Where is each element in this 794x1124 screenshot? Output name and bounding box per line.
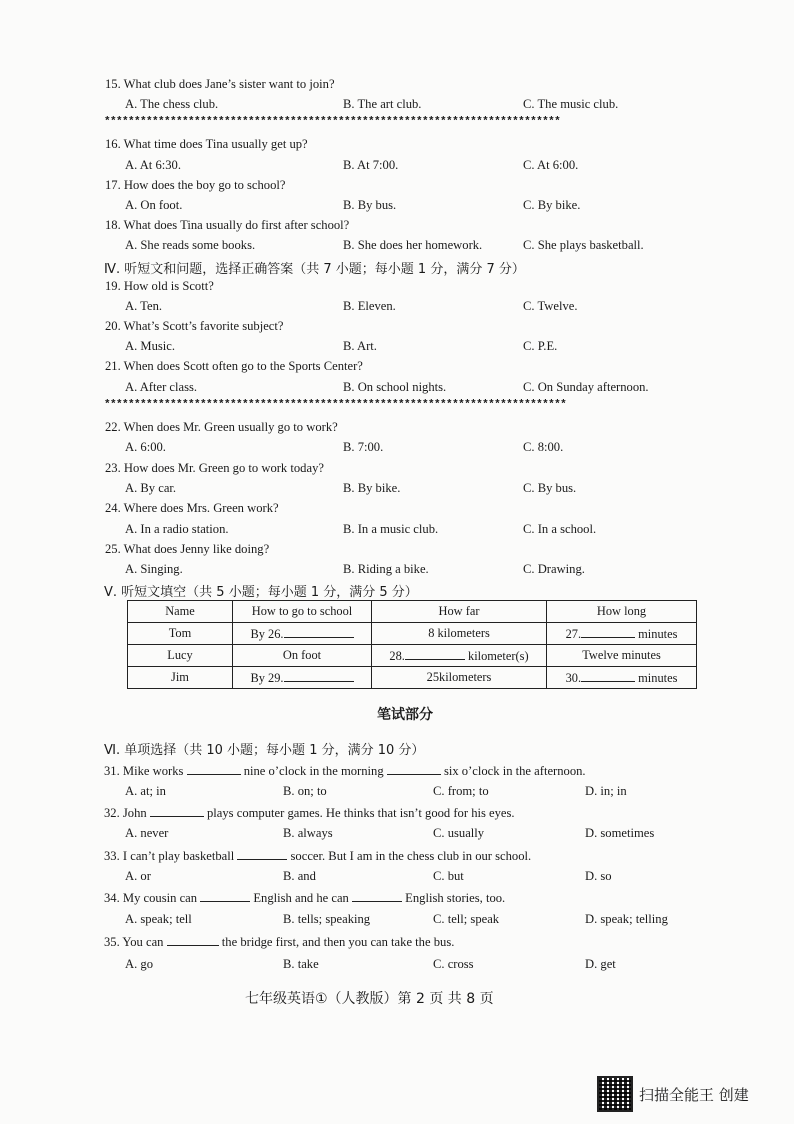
q15-option-a: A. The chess club. xyxy=(125,97,219,111)
q33-option-c: C. but xyxy=(433,869,464,883)
q33-option-a: A. or xyxy=(125,869,151,883)
cell-how-far: 25kilometers xyxy=(372,667,547,689)
q31-option-b: B. on; to xyxy=(283,784,327,798)
cell-name: Jim xyxy=(128,667,233,689)
q20-option-a: A. Music. xyxy=(125,339,176,353)
q15-option-c: C. The music club. xyxy=(523,97,619,111)
cell-how-far xyxy=(372,645,547,667)
answer-blank[interactable] xyxy=(405,648,465,660)
q19-option-b: B. Eleven. xyxy=(343,299,396,313)
question-24: 24. Where does Mrs. Green work? xyxy=(105,501,279,515)
qr-code-icon xyxy=(597,1076,633,1112)
q35-option-c: C. cross xyxy=(433,957,474,971)
question-20: 20. What’s Scott’s favorite subject? xyxy=(105,319,284,333)
q19-option-a: A. Ten. xyxy=(125,299,163,313)
section-5-title: Ⅴ. 听短文填空（共 5 小题；每小题 1 分，满分 5 分） xyxy=(104,585,418,600)
table-header-row xyxy=(128,601,697,623)
q18-option-a: A. She reads some books. xyxy=(125,238,256,252)
q17-option-c: C. By bike. xyxy=(523,198,581,212)
answer-blank[interactable] xyxy=(167,934,219,946)
cell-suffix: minutes xyxy=(638,626,678,641)
question-32 xyxy=(104,805,515,821)
q31-option-a: A. at; in xyxy=(125,784,166,798)
q22-option-b: B. 7:00. xyxy=(343,440,384,454)
q32-option-b: B. always xyxy=(283,826,333,840)
q20-option-b: B. Art. xyxy=(343,339,377,353)
stem-part: 31. Mike works xyxy=(104,764,184,778)
cell-suffix: minutes xyxy=(638,670,678,685)
scanner-watermark xyxy=(597,1076,749,1112)
watermark-text: 扫描全能王 创建 xyxy=(639,1085,749,1104)
header-name: Name xyxy=(128,601,233,623)
table-row xyxy=(128,623,697,645)
cell-how-to-go xyxy=(233,623,372,645)
question-23: 23. How does Mr. Green go to work today? xyxy=(105,461,324,475)
table-row xyxy=(128,645,697,667)
q31-option-c: C. from; to xyxy=(433,784,489,798)
answer-blank[interactable] xyxy=(581,670,635,682)
question-22: 22. When does Mr. Green usually go to work? xyxy=(105,420,338,434)
q22-option-c: C. 8:00. xyxy=(523,440,564,454)
header-how-long: How long xyxy=(547,601,697,623)
answer-blank[interactable] xyxy=(284,670,354,682)
q19-option-c: C. Twelve. xyxy=(523,299,578,313)
section-4-title: Ⅳ. 听短文和问题，选择正确答案（共 7 小题；每小题 1 分，满分 7 分） xyxy=(104,262,525,277)
question-18: 18. What does Tina usually do first after school? xyxy=(105,218,350,232)
q34-option-c: C. tell; speak xyxy=(433,912,500,926)
cell-how-long xyxy=(547,667,697,689)
question-17: 17. How does the boy go to school? xyxy=(105,178,286,192)
cell-name: Tom xyxy=(128,623,233,645)
question-35 xyxy=(104,934,454,950)
cell-name: Lucy xyxy=(128,645,233,667)
stem-part: 34. My cousin can xyxy=(104,891,198,905)
cell-how-long: Twelve minutes xyxy=(547,645,697,667)
q34-option-d: D. speak; telling xyxy=(585,912,668,926)
answer-blank[interactable] xyxy=(284,626,354,638)
q24-option-a: A. In a radio station. xyxy=(125,522,229,536)
q34-option-a: A. speak; tell xyxy=(125,912,192,926)
fill-in-table xyxy=(127,600,697,689)
q18-option-b: B. She does her homework. xyxy=(343,238,483,252)
q35-option-a: A. go xyxy=(125,957,153,971)
question-16: 16. What time does Tina usually get up? xyxy=(105,137,308,151)
q25-option-c: C. Drawing. xyxy=(523,562,585,576)
cell-prefix: By 29. xyxy=(250,670,284,685)
answer-blank[interactable] xyxy=(387,763,441,775)
separator-line: ***************************************************************************** xyxy=(104,399,567,411)
q24-option-c: C. In a school. xyxy=(523,522,597,536)
q25-option-b: B. Riding a bike. xyxy=(343,562,429,576)
answer-blank[interactable] xyxy=(581,626,635,638)
question-31 xyxy=(104,763,586,779)
question-33 xyxy=(104,848,531,864)
q17-option-b: B. By bus. xyxy=(343,198,397,212)
q23-option-c: C. By bus. xyxy=(523,481,577,495)
q20-option-c: C. P.E. xyxy=(523,339,558,353)
q32-option-a: A. never xyxy=(125,826,169,840)
q35-option-d: D. get xyxy=(585,957,616,971)
stem-part: 32. John xyxy=(104,806,147,820)
cell-prefix: 30. xyxy=(565,670,582,685)
stem-part: 35. You can xyxy=(104,935,164,949)
q22-option-a: A. 6:00. xyxy=(125,440,166,454)
section-6-title: Ⅵ. 单项选择（共 10 小题；每小题 1 分，满分 10 分） xyxy=(104,743,425,758)
q33-option-b: B. and xyxy=(283,869,316,883)
cell-suffix: kilometer(s) xyxy=(468,648,529,663)
answer-blank[interactable] xyxy=(200,890,250,902)
q35-option-b: B. take xyxy=(283,957,319,971)
cell-prefix: 27. xyxy=(565,626,582,641)
q21-option-a: A. After class. xyxy=(125,380,198,394)
q33-option-d: D. so xyxy=(585,869,612,883)
stem-part: nine o’clock in the morning xyxy=(243,764,384,778)
cell-how-long xyxy=(547,623,697,645)
stem-part: soccer. But I am in the chess club in our school. xyxy=(290,849,532,863)
answer-blank[interactable] xyxy=(237,848,287,860)
separator-line: **************************************************************************** xyxy=(104,116,561,128)
answer-blank[interactable] xyxy=(352,890,402,902)
table-row xyxy=(128,667,697,689)
q16-option-b: B. At 7:00. xyxy=(343,158,399,172)
question-34 xyxy=(104,890,505,906)
q34-option-b: B. tells; speaking xyxy=(283,912,371,926)
q32-option-c: C. usually xyxy=(433,826,485,840)
answer-blank[interactable] xyxy=(150,805,204,817)
answer-blank[interactable] xyxy=(187,763,241,775)
cell-how-far: 8 kilometers xyxy=(372,623,547,645)
cell-how-to-go: On foot xyxy=(233,645,372,667)
q21-option-b: B. On school nights. xyxy=(343,380,447,394)
q16-option-c: C. At 6:00. xyxy=(523,158,579,172)
question-15: 15. What club does Jane’s sister want to join? xyxy=(105,77,335,91)
q23-option-b: B. By bike. xyxy=(343,481,401,495)
question-19: 19. How old is Scott? xyxy=(105,279,214,293)
cell-prefix: 28. xyxy=(389,648,405,663)
q15-option-b: B. The art club. xyxy=(343,97,422,111)
cell-prefix: By 26. xyxy=(250,626,284,641)
written-part-title: 笔试部分 xyxy=(377,707,433,723)
q23-option-a: A. By car. xyxy=(125,481,177,495)
page-footer: 七年级英语①（人教版）第 2 页 共 8 页 xyxy=(245,991,494,1007)
stem-part: six o’clock in the afternoon. xyxy=(443,764,586,778)
q32-option-d: D. sometimes xyxy=(585,826,655,840)
stem-part: English stories, too. xyxy=(405,891,506,905)
cell-how-to-go xyxy=(233,667,372,689)
q21-option-c: C. On Sunday afternoon. xyxy=(523,380,649,394)
header-how-to-go: How to go to school xyxy=(233,601,372,623)
stem-part: English and he can xyxy=(253,891,349,905)
q24-option-b: B. In a music club. xyxy=(343,522,439,536)
stem-part: plays computer games. He thinks that isn’t good for his eyes. xyxy=(207,806,515,820)
question-25: 25. What does Jenny like doing? xyxy=(105,542,270,556)
header-how-far: How far xyxy=(372,601,547,623)
q18-option-c: C. She plays basketball. xyxy=(523,238,644,252)
stem-part: 33. I can’t play basketball xyxy=(104,849,235,863)
q31-option-d: D. in; in xyxy=(585,784,627,798)
q16-option-a: A. At 6:30. xyxy=(125,158,181,172)
q25-option-a: A. Singing. xyxy=(125,562,183,576)
stem-part: the bridge first, and then you can take the bus. xyxy=(221,935,455,949)
q17-option-a: A. On foot. xyxy=(125,198,183,212)
question-21: 21. When does Scott often go to the Sports Center? xyxy=(105,359,363,373)
